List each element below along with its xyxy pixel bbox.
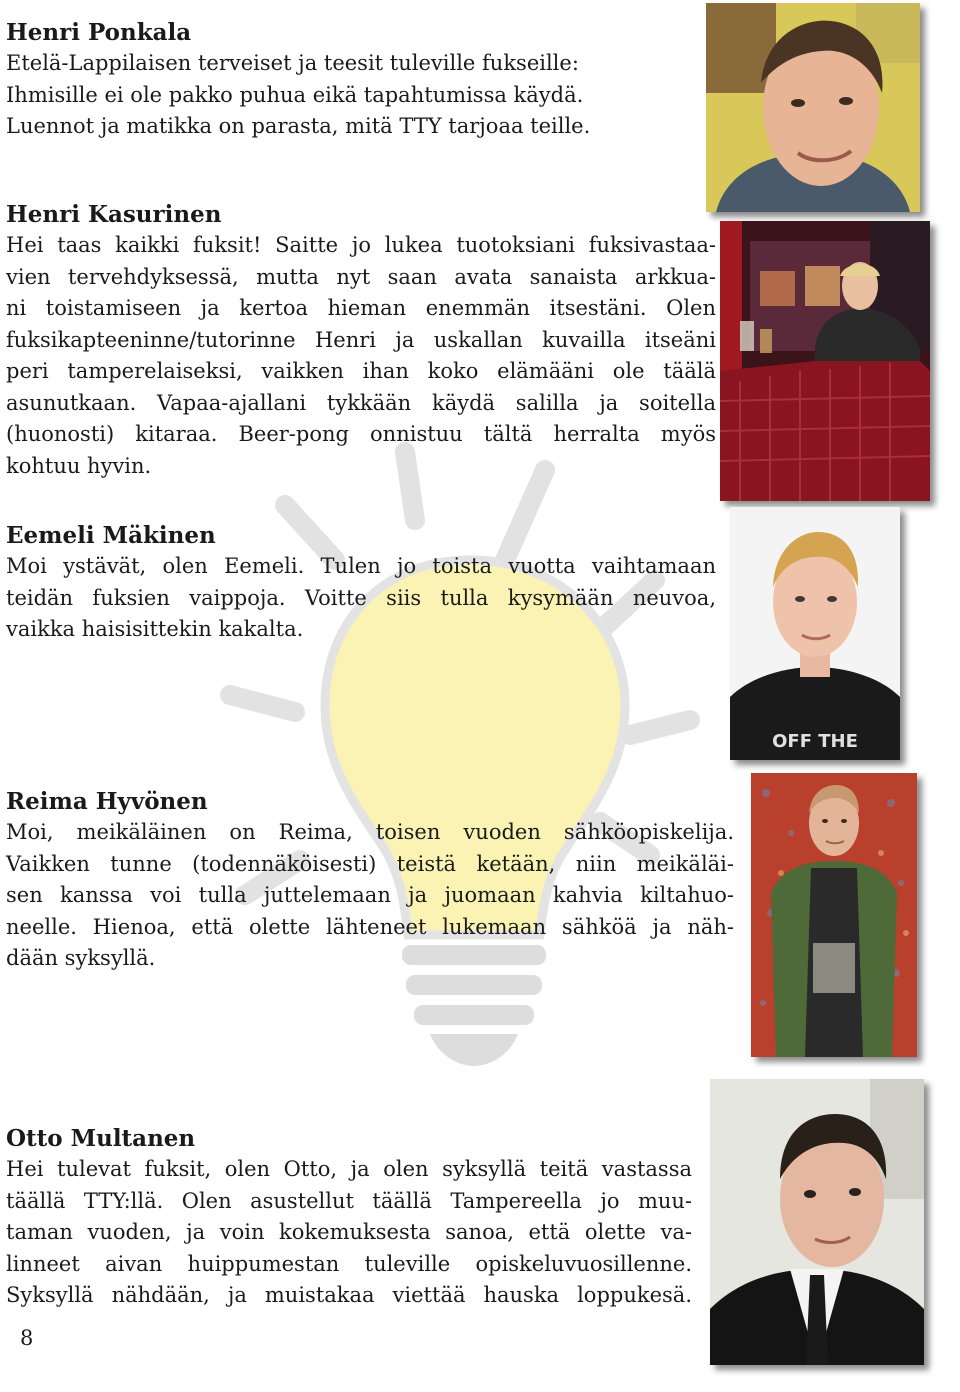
bio-line: Vaikken tunne (todennäköisesti) teistä ketään, niin meikäläi- (6, 851, 734, 876)
bio-line: neelle. Hienoa, että olette lähteneet lukemaan sähköä ja näh- (6, 914, 734, 939)
entry-henri-kasurinen (6, 200, 716, 482)
bio-line: Moi ystävät, olen Eemeli. Tulen jo toista vuotta vaihtamaan (6, 554, 716, 578)
bio-line: dään syksyllä. (6, 946, 156, 970)
bio-line: Ihmisille ei ole pakko puhua eikä tapahtumissa käydä. (6, 82, 584, 107)
portrait-photo-otto-multanen (710, 1079, 924, 1365)
bio-line: taman vuoden, ja voin kokemuksesta sanoa, että olette va- (6, 1220, 692, 1244)
bio-line: linneet aivan huippumestan tuleville opiskeluvuosillenne. (6, 1251, 692, 1276)
bio-line: Moi, meikäläinen on Reima, toisen vuoden sähköopiskelija. (6, 820, 734, 844)
bio-line: fuksikapteeninne/tutorinne Henri ja uskallan kuvailla itseäni (6, 327, 716, 352)
person-name: Eemeli Mäkinen (6, 522, 216, 549)
bio-line: Hei taas kaikki fuksit! Saitte jo lukea tuotoksiani fuksivastaa- (6, 233, 716, 257)
person-name: Henri Ponkala (6, 19, 192, 46)
entry-henri-ponkala (6, 18, 646, 143)
svg-text:OFF THE: OFF THE (772, 731, 858, 752)
bio-line: Hei tulevat fuksit, olen Otto, ja olen syksyllä teitä vastassa (6, 1157, 692, 1181)
bio-line: peri tamperelaiseksi, vaikken ihan koko elämääni ole täälä (6, 359, 716, 383)
portrait-photo-eemeli-makinen (730, 507, 900, 760)
bio-line: ni toistamiseen ja kertoa hieman enemmän itsestäni. Olen (6, 296, 716, 320)
person-name: Reima Hyvönen (6, 788, 208, 815)
bio-line: vaikka haisisittekin kakalta. (6, 617, 304, 641)
page-number: 8 (20, 1326, 34, 1350)
portrait-photo-henri-ponkala (706, 3, 920, 212)
person-name: Henri Kasurinen (6, 201, 222, 228)
bio-line: teidän fuksien vaippoja. Voitte siis tulla kysymään neuvoa, (6, 585, 716, 610)
bio-line: (huonosti) kitaraa. Beer-pong onnistuu tältä herralta myös (6, 422, 716, 446)
bio-line: vien tervehdyksessä, mutta nyt saan avata sanaista arkkua- (6, 264, 716, 289)
portrait-photo-henri-kasurinen (720, 221, 930, 501)
bio-line: sen kanssa voi tulla juttelemaan ja juomaan kahvia kiltahuo- (6, 883, 734, 907)
bio-line: täällä TTY:llä. Olen asustellut täällä Tampereella jo muu- (6, 1188, 692, 1213)
entry-eemeli-makinen (6, 521, 716, 646)
bio-line: Syksyllä nähdään, ja muistakaa viettää hauska loppukesä. (6, 1283, 692, 1307)
portrait-photo-reima-hyvonen (751, 773, 917, 1057)
bio-line: kohtuu hyvin. (6, 453, 152, 478)
bio-line: asunutkaan. Vapaa-ajallani tykkään käydä salilla ja soitella (6, 390, 716, 415)
bio-line: Luennot ja matikka on parasta, mitä TTY tarjoaa teille. (6, 114, 591, 138)
bio-line: Etelä-Lappilaisen terveiset ja teesit tuleville fukseille: (6, 51, 579, 75)
entry-reima-hyvonen (6, 787, 734, 975)
entry-otto-multanen (6, 1124, 692, 1312)
person-name: Otto Multanen (6, 1125, 196, 1152)
